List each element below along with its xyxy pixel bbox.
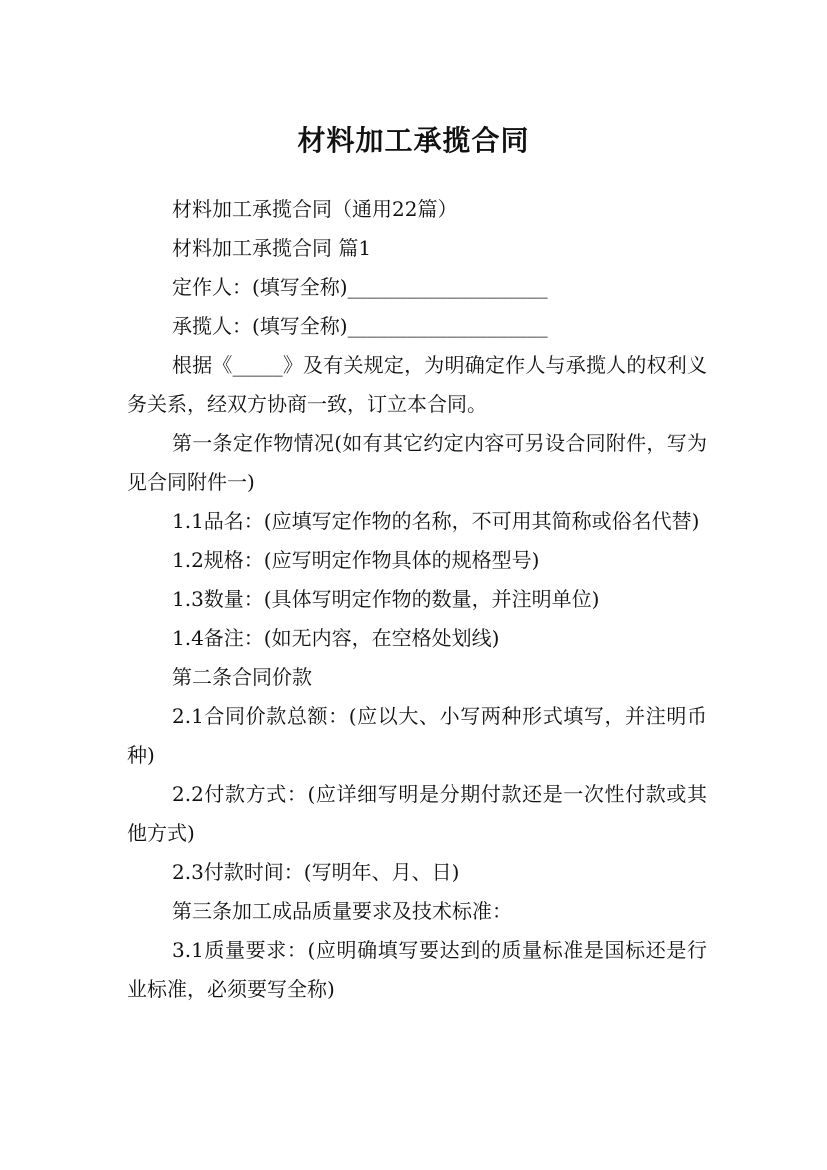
paragraph-preamble: 根据《_____》及有关规定，为明确定作人与承揽人的权利义务关系，经双方协商一致，订立本合同。 (127, 353, 707, 416)
paragraph-clause-1-1: 1.1品名：(应填写定作物的名称，不可用其简称或俗名代替) (172, 509, 700, 533)
paragraph-ordering-party: 定作人：(填写全称)____________________ (172, 275, 548, 299)
paragraph-clause-3-1: 3.1质量要求：(应明确填写要达到的质量标准是国标还是行业标准，必须要写全称) (127, 938, 707, 1001)
paragraph-contractor: 承揽人：(填写全称)____________________ (172, 314, 548, 338)
paragraph-article-3: 第三条加工成品质量要求及技术标准： (172, 899, 512, 923)
paragraph-article-1: 第一条定作物情况(如有其它约定内容可另设合同附件，写为见合同附件一) (127, 431, 707, 494)
paragraph-section-heading: 材料加工承揽合同 篇1 (172, 236, 372, 260)
paragraph-clause-1-2: 1.2规格：(应写明定作物具体的规格型号) (172, 548, 540, 572)
paragraph-clause-2-2: 2.2付款方式：(应详细写明是分期付款还是一次性付款或其他方式) (127, 782, 707, 845)
paragraph-subtitle: 材料加工承揽合同（通用22篇） (172, 197, 458, 221)
paragraph-clause-1-4: 1.4备注：(如无内容，在空格处划线) (172, 626, 500, 650)
paragraph-clause-2-3: 2.3付款时间：(写明年、月、日) (172, 860, 460, 884)
paragraph-article-2: 第二条合同价款 (172, 665, 312, 689)
document-body (127, 190, 707, 1009)
paragraph-clause-1-3: 1.3数量：(具体写明定作物的数量，并注明单位) (172, 587, 600, 611)
document-title: 材料加工承揽合同 (297, 123, 530, 157)
paragraph-clause-2-1: 2.1合同价款总额：(应以大、小写两种形式填写，并注明币种) (127, 704, 707, 767)
